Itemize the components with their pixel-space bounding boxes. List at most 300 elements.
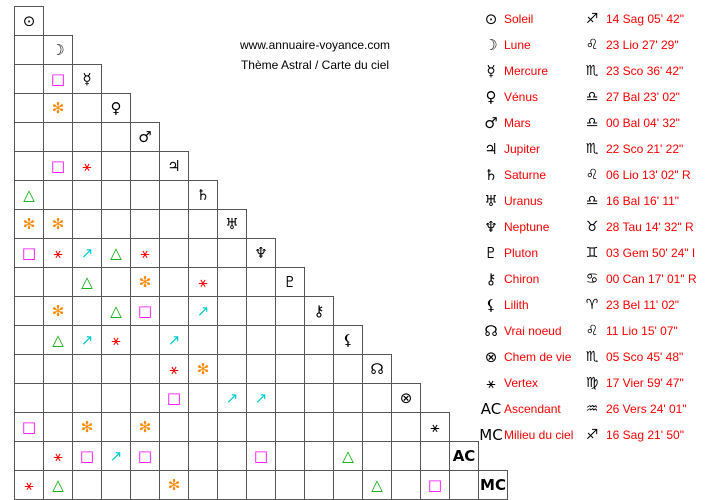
aspect-cell[interactable] bbox=[102, 384, 131, 413]
grid-empty bbox=[218, 94, 247, 123]
grid-empty bbox=[131, 65, 160, 94]
aspect-cell[interactable] bbox=[131, 442, 160, 471]
aspect-cell[interactable] bbox=[131, 152, 160, 181]
zodiac-sign-icon: ♏ bbox=[585, 349, 599, 365]
aspect-cell[interactable] bbox=[218, 355, 247, 384]
planet-symbol-icon: ⚹ bbox=[486, 374, 496, 392]
aspect-glyph-oppo: ⚹ bbox=[198, 273, 208, 291]
grid-empty bbox=[247, 123, 276, 152]
grid-empty bbox=[334, 297, 363, 326]
grid-planet-symbol: ♆ bbox=[247, 239, 276, 268]
aspect-glyph-oppo: ⚹ bbox=[53, 447, 63, 465]
aspect-glyph-squa: □ bbox=[166, 389, 182, 407]
aspect-cell[interactable] bbox=[102, 268, 131, 297]
position-row bbox=[478, 266, 700, 292]
grid-empty bbox=[450, 326, 479, 355]
aspect-cell[interactable] bbox=[102, 326, 131, 355]
grid-empty bbox=[305, 239, 334, 268]
grid-planet-symbol: AC bbox=[450, 442, 479, 471]
aspect-cell[interactable] bbox=[421, 471, 450, 500]
aspect-cell[interactable] bbox=[218, 413, 247, 442]
grid-empty bbox=[334, 268, 363, 297]
aspect-grid-row bbox=[15, 239, 508, 268]
grid-empty bbox=[189, 7, 218, 36]
aspect-cell[interactable] bbox=[44, 355, 73, 384]
zodiac-sign-icon: ♏ bbox=[585, 63, 599, 79]
planet-symbol-icon: ☽ bbox=[484, 36, 498, 54]
aspect-cell[interactable] bbox=[15, 442, 44, 471]
planet-name: Lilith bbox=[504, 298, 529, 312]
aspect-cell[interactable] bbox=[15, 326, 44, 355]
grid-empty bbox=[276, 210, 305, 239]
zodiac-sign-icon: ♉ bbox=[585, 219, 599, 235]
aspect-glyph-squa: □ bbox=[50, 70, 66, 88]
planet-symbol-icon: ☊ bbox=[484, 322, 498, 340]
aspect-grid-row bbox=[15, 123, 508, 152]
grid-planet-symbol: ♄ bbox=[189, 181, 218, 210]
aspect-glyph-squa: □ bbox=[50, 157, 66, 175]
planet-name: Vertex bbox=[504, 376, 539, 390]
zodiac-sign-icon: ♌ bbox=[585, 323, 599, 339]
position-row bbox=[478, 396, 700, 422]
aspect-cell[interactable] bbox=[44, 181, 73, 210]
grid-empty bbox=[363, 123, 392, 152]
planet-name: Saturne bbox=[504, 168, 547, 182]
aspect-cell[interactable] bbox=[131, 326, 160, 355]
aspect-cell[interactable] bbox=[102, 152, 131, 181]
aspect-cell[interactable] bbox=[363, 413, 392, 442]
grid-planet-symbol: ⊙ bbox=[15, 7, 44, 36]
planet-name: Milieu du ciel bbox=[504, 428, 574, 442]
aspect-cell[interactable] bbox=[102, 210, 131, 239]
aspect-cell[interactable] bbox=[102, 123, 131, 152]
planet-symbol-icon: ♃ bbox=[484, 140, 498, 158]
aspect-cell[interactable] bbox=[44, 210, 73, 239]
grid-empty bbox=[247, 181, 276, 210]
planet-symbol-icon: ⚸ bbox=[485, 296, 497, 314]
planet-symbol-icon: ♂ bbox=[484, 114, 498, 132]
aspect-cell[interactable] bbox=[44, 384, 73, 413]
aspect-cell[interactable] bbox=[44, 297, 73, 326]
aspect-cell[interactable] bbox=[44, 65, 73, 94]
grid-empty bbox=[247, 7, 276, 36]
zodiac-sign-icon: ♎ bbox=[585, 193, 599, 209]
grid-empty bbox=[334, 94, 363, 123]
aspect-cell[interactable] bbox=[305, 355, 334, 384]
chart-subtitle: Thème Astral / Carte du ciel bbox=[240, 58, 390, 72]
aspect-cell[interactable] bbox=[73, 239, 102, 268]
aspect-cell[interactable] bbox=[305, 413, 334, 442]
aspect-glyph-squa: □ bbox=[137, 302, 153, 320]
aspect-cell[interactable] bbox=[218, 239, 247, 268]
aspect-cell[interactable] bbox=[160, 326, 189, 355]
aspect-cell[interactable] bbox=[102, 442, 131, 471]
aspect-cell[interactable] bbox=[44, 326, 73, 355]
grid-empty bbox=[160, 65, 189, 94]
zodiac-sign-icon: ♌ bbox=[585, 37, 599, 53]
grid-empty bbox=[363, 239, 392, 268]
aspect-glyph-trine: △ bbox=[52, 331, 64, 349]
aspect-cell[interactable] bbox=[44, 413, 73, 442]
aspect-cell[interactable] bbox=[189, 326, 218, 355]
aspect-cell[interactable] bbox=[334, 413, 363, 442]
aspect-cell[interactable] bbox=[305, 384, 334, 413]
aspect-cell[interactable] bbox=[44, 239, 73, 268]
aspect-cell[interactable] bbox=[392, 413, 421, 442]
grid-empty bbox=[189, 94, 218, 123]
aspect-cell[interactable] bbox=[160, 297, 189, 326]
grid-empty bbox=[218, 152, 247, 181]
position-row bbox=[478, 370, 700, 396]
aspect-cell[interactable] bbox=[218, 326, 247, 355]
aspect-glyph-minor: ↗ bbox=[80, 244, 94, 262]
grid-empty bbox=[160, 7, 189, 36]
aspect-cell[interactable] bbox=[276, 355, 305, 384]
aspect-cell[interactable] bbox=[102, 181, 131, 210]
aspect-cell[interactable] bbox=[44, 152, 73, 181]
aspect-cell[interactable] bbox=[73, 123, 102, 152]
grid-empty bbox=[450, 123, 479, 152]
grid-empty bbox=[73, 36, 102, 65]
grid-empty bbox=[276, 7, 305, 36]
aspect-glyph-sext: ✻ bbox=[51, 215, 65, 233]
aspect-cell[interactable] bbox=[160, 384, 189, 413]
aspect-cell[interactable] bbox=[15, 65, 44, 94]
aspect-cell[interactable] bbox=[131, 384, 160, 413]
aspect-glyph-minor: ↗ bbox=[196, 302, 210, 320]
aspect-cell[interactable] bbox=[334, 384, 363, 413]
aspect-cell[interactable] bbox=[392, 471, 421, 500]
aspect-cell[interactable] bbox=[189, 297, 218, 326]
planet-name: Neptune bbox=[504, 220, 550, 234]
aspect-cell[interactable] bbox=[160, 442, 189, 471]
aspect-cell[interactable] bbox=[131, 413, 160, 442]
grid-empty bbox=[450, 268, 479, 297]
aspect-cell[interactable] bbox=[276, 326, 305, 355]
aspect-cell[interactable] bbox=[363, 442, 392, 471]
aspect-glyph-oppo: ⚹ bbox=[169, 360, 179, 378]
aspect-cell[interactable] bbox=[160, 181, 189, 210]
grid-empty bbox=[450, 94, 479, 123]
aspect-cell[interactable] bbox=[44, 471, 73, 500]
aspect-cell[interactable] bbox=[392, 442, 421, 471]
planet-symbol-icon: ⊙ bbox=[484, 10, 498, 28]
aspect-cell[interactable] bbox=[15, 36, 44, 65]
position-row bbox=[478, 422, 700, 448]
aspect-cell[interactable] bbox=[189, 355, 218, 384]
grid-planet-symbol: ⚸ bbox=[334, 326, 363, 355]
grid-empty bbox=[247, 210, 276, 239]
aspect-cell[interactable] bbox=[276, 413, 305, 442]
aspect-cell[interactable] bbox=[131, 268, 160, 297]
grid-empty bbox=[334, 123, 363, 152]
aspect-cell[interactable] bbox=[334, 471, 363, 500]
position-row bbox=[478, 214, 700, 240]
planet-name: Soleil bbox=[504, 12, 534, 26]
grid-empty bbox=[189, 123, 218, 152]
grid-empty bbox=[421, 123, 450, 152]
grid-empty bbox=[218, 181, 247, 210]
zodiac-sign-icon: ♋ bbox=[585, 271, 599, 287]
aspect-cell[interactable] bbox=[44, 268, 73, 297]
aspect-cell[interactable] bbox=[189, 268, 218, 297]
grid-empty bbox=[421, 239, 450, 268]
grid-empty bbox=[421, 355, 450, 384]
aspect-cell[interactable] bbox=[15, 413, 44, 442]
aspect-cell[interactable] bbox=[131, 297, 160, 326]
aspect-cell[interactable] bbox=[73, 471, 102, 500]
aspect-cell[interactable] bbox=[73, 384, 102, 413]
grid-empty bbox=[218, 7, 247, 36]
aspect-glyph-squa: □ bbox=[427, 476, 443, 494]
aspect-cell[interactable] bbox=[15, 471, 44, 500]
aspect-cell[interactable] bbox=[102, 413, 131, 442]
aspect-grid-row bbox=[15, 413, 508, 442]
aspect-cell[interactable] bbox=[15, 123, 44, 152]
aspect-cell[interactable] bbox=[160, 239, 189, 268]
planet-name: Chiron bbox=[504, 272, 540, 286]
aspect-cell[interactable] bbox=[334, 355, 363, 384]
planet-degree: 06 Lio 13' 02" R bbox=[606, 168, 691, 182]
aspect-grid-row bbox=[15, 471, 508, 500]
aspect-cell[interactable] bbox=[102, 239, 131, 268]
grid-empty bbox=[305, 123, 334, 152]
aspect-cell[interactable] bbox=[189, 413, 218, 442]
aspect-cell[interactable] bbox=[218, 442, 247, 471]
aspect-cell[interactable] bbox=[160, 210, 189, 239]
aspect-cell[interactable] bbox=[15, 355, 44, 384]
grid-empty bbox=[334, 210, 363, 239]
aspect-cell[interactable] bbox=[305, 326, 334, 355]
aspect-cell[interactable] bbox=[421, 442, 450, 471]
planet-degree: 17 Vier 59' 47" bbox=[606, 376, 684, 390]
aspect-cell[interactable] bbox=[160, 471, 189, 500]
grid-empty bbox=[363, 181, 392, 210]
aspect-cell[interactable] bbox=[247, 442, 276, 471]
aspect-cell[interactable] bbox=[305, 442, 334, 471]
aspect-cell[interactable] bbox=[247, 355, 276, 384]
aspect-glyph-sext: ✻ bbox=[22, 215, 36, 233]
aspect-glyph-oppo: ⚹ bbox=[82, 157, 92, 175]
grid-empty bbox=[305, 181, 334, 210]
grid-empty bbox=[131, 36, 160, 65]
aspect-cell[interactable] bbox=[102, 355, 131, 384]
aspect-cell[interactable] bbox=[15, 210, 44, 239]
aspect-cell[interactable] bbox=[276, 471, 305, 500]
planet-name: Chem de vie bbox=[504, 350, 572, 364]
grid-empty bbox=[247, 94, 276, 123]
zodiac-sign-icon: ♐ bbox=[585, 11, 599, 27]
aspect-cell[interactable] bbox=[363, 384, 392, 413]
aspect-cell[interactable] bbox=[131, 471, 160, 500]
aspect-cell[interactable] bbox=[218, 471, 247, 500]
zodiac-sign-icon: ♌ bbox=[585, 167, 599, 183]
planet-name: Vrai noeud bbox=[504, 324, 562, 338]
aspect-cell[interactable] bbox=[15, 152, 44, 181]
aspect-grid-row bbox=[15, 181, 508, 210]
grid-empty bbox=[421, 384, 450, 413]
planet-symbol-icon: AC bbox=[480, 400, 502, 418]
grid-planet-symbol: ♂ bbox=[131, 123, 160, 152]
grid-empty bbox=[218, 123, 247, 152]
planet-degree: 00 Bal 04' 32" bbox=[606, 116, 680, 130]
position-row bbox=[478, 318, 700, 344]
grid-empty bbox=[450, 239, 479, 268]
aspect-cell[interactable] bbox=[363, 471, 392, 500]
aspect-cell[interactable] bbox=[189, 384, 218, 413]
aspect-glyph-squa: □ bbox=[137, 447, 153, 465]
aspect-cell[interactable] bbox=[160, 355, 189, 384]
aspect-cell[interactable] bbox=[15, 268, 44, 297]
aspect-cell[interactable] bbox=[276, 442, 305, 471]
aspect-cell[interactable] bbox=[189, 471, 218, 500]
aspect-cell[interactable] bbox=[131, 210, 160, 239]
zodiac-sign-icon: ♈ bbox=[585, 297, 599, 313]
grid-planet-symbol: ⚹ bbox=[421, 413, 450, 442]
aspect-grid-row bbox=[15, 210, 508, 239]
aspect-cell[interactable] bbox=[73, 297, 102, 326]
grid-empty bbox=[450, 384, 479, 413]
grid-empty bbox=[392, 210, 421, 239]
aspect-cell[interactable] bbox=[189, 442, 218, 471]
grid-empty bbox=[334, 181, 363, 210]
aspect-cell[interactable] bbox=[102, 297, 131, 326]
grid-planet-symbol: ♃ bbox=[160, 152, 189, 181]
aspect-cell[interactable] bbox=[247, 471, 276, 500]
grid-empty bbox=[392, 7, 421, 36]
grid-empty bbox=[450, 181, 479, 210]
aspect-cell[interactable] bbox=[131, 355, 160, 384]
aspect-glyph-trine: △ bbox=[81, 273, 93, 291]
aspect-cell[interactable] bbox=[73, 326, 102, 355]
aspect-grid-row bbox=[15, 326, 508, 355]
grid-planet-symbol: ☿ bbox=[73, 65, 102, 94]
aspect-glyph-trine: △ bbox=[52, 476, 64, 494]
zodiac-sign-icon: ♐ bbox=[585, 427, 599, 443]
grid-empty bbox=[247, 152, 276, 181]
aspect-cell[interactable] bbox=[102, 471, 131, 500]
aspect-cell[interactable] bbox=[73, 152, 102, 181]
grid-empty bbox=[392, 326, 421, 355]
grid-empty bbox=[392, 94, 421, 123]
grid-empty bbox=[421, 210, 450, 239]
position-row bbox=[478, 240, 700, 266]
aspect-cell[interactable] bbox=[218, 384, 247, 413]
aspect-glyph-squa: □ bbox=[253, 447, 269, 465]
aspect-glyph-trine: △ bbox=[110, 302, 122, 320]
aspect-glyph-trine: △ bbox=[371, 476, 383, 494]
aspect-glyph-minor: ↗ bbox=[167, 331, 181, 349]
aspect-cell[interactable] bbox=[73, 94, 102, 123]
aspect-glyph-sext: ✻ bbox=[51, 99, 65, 117]
grid-empty bbox=[421, 94, 450, 123]
planet-symbol-icon: ♄ bbox=[484, 166, 498, 184]
aspect-cell[interactable] bbox=[44, 442, 73, 471]
grid-empty bbox=[363, 297, 392, 326]
zodiac-sign-icon: ♎ bbox=[585, 89, 599, 105]
aspect-cell[interactable] bbox=[15, 181, 44, 210]
aspect-cell[interactable] bbox=[15, 297, 44, 326]
aspect-cell[interactable] bbox=[15, 239, 44, 268]
planet-degree: 26 Vers 24' 01" bbox=[606, 402, 687, 416]
planet-degree: 14 Sag 05' 42" bbox=[606, 12, 684, 26]
aspect-cell[interactable] bbox=[15, 384, 44, 413]
aspect-cell[interactable] bbox=[160, 413, 189, 442]
aspect-glyph-trine: △ bbox=[23, 186, 35, 204]
aspect-cell[interactable] bbox=[247, 297, 276, 326]
aspect-cell[interactable] bbox=[218, 268, 247, 297]
zodiac-sign-icon: ♎ bbox=[585, 115, 599, 131]
aspect-cell[interactable] bbox=[160, 268, 189, 297]
aspect-cell[interactable] bbox=[247, 384, 276, 413]
grid-empty bbox=[392, 297, 421, 326]
grid-empty bbox=[392, 152, 421, 181]
title-block bbox=[190, 38, 440, 72]
grid-empty bbox=[450, 210, 479, 239]
aspect-cell[interactable] bbox=[73, 181, 102, 210]
aspect-cell[interactable] bbox=[247, 268, 276, 297]
aspect-cell[interactable] bbox=[131, 181, 160, 210]
position-row bbox=[478, 110, 700, 136]
aspect-cell[interactable] bbox=[73, 210, 102, 239]
aspect-glyph-oppo: ⚹ bbox=[53, 244, 63, 262]
aspect-cell[interactable] bbox=[305, 471, 334, 500]
aspect-cell[interactable] bbox=[247, 326, 276, 355]
aspect-grid-row bbox=[15, 152, 508, 181]
position-row bbox=[478, 188, 700, 214]
planet-name: Jupiter bbox=[504, 142, 541, 156]
grid-planet-symbol: ☊ bbox=[363, 355, 392, 384]
zodiac-sign-icon: ♒ bbox=[585, 401, 599, 417]
aspect-cell[interactable] bbox=[131, 239, 160, 268]
planet-symbol-icon: MC bbox=[479, 426, 503, 444]
aspect-cell[interactable] bbox=[189, 239, 218, 268]
aspect-cell[interactable] bbox=[73, 355, 102, 384]
aspect-cell[interactable] bbox=[218, 297, 247, 326]
aspect-cell[interactable] bbox=[334, 442, 363, 471]
aspect-cell[interactable] bbox=[247, 413, 276, 442]
grid-empty bbox=[363, 7, 392, 36]
aspect-cell[interactable] bbox=[44, 94, 73, 123]
aspect-grid-row bbox=[15, 297, 508, 326]
aspect-cell[interactable] bbox=[15, 94, 44, 123]
grid-empty bbox=[276, 181, 305, 210]
planet-symbol-icon: ♅ bbox=[484, 192, 498, 210]
aspect-cell[interactable] bbox=[450, 471, 479, 500]
planet-degree: 11 Lio 15' 07" bbox=[606, 324, 678, 338]
aspect-cell[interactable] bbox=[73, 442, 102, 471]
aspect-cell[interactable] bbox=[44, 123, 73, 152]
grid-empty bbox=[305, 7, 334, 36]
planet-degree: 23 Bel 11' 02" bbox=[606, 298, 680, 312]
grid-empty bbox=[363, 268, 392, 297]
aspect-cell[interactable] bbox=[276, 297, 305, 326]
aspect-glyph-sext: ✻ bbox=[138, 418, 152, 436]
planet-name: Mercure bbox=[504, 64, 549, 78]
aspect-cell[interactable] bbox=[276, 384, 305, 413]
grid-empty bbox=[421, 7, 450, 36]
position-row bbox=[478, 344, 700, 370]
planet-degree: 23 Sco 36' 42" bbox=[606, 64, 684, 78]
aspect-cell[interactable] bbox=[73, 268, 102, 297]
aspect-cell[interactable] bbox=[189, 210, 218, 239]
planet-degree: 00 Can 17' 01" R bbox=[606, 272, 697, 286]
grid-empty bbox=[392, 355, 421, 384]
grid-empty bbox=[305, 94, 334, 123]
planet-symbol-icon: ☿ bbox=[486, 62, 496, 80]
aspect-cell[interactable] bbox=[73, 413, 102, 442]
aspect-grid-row bbox=[15, 442, 508, 471]
